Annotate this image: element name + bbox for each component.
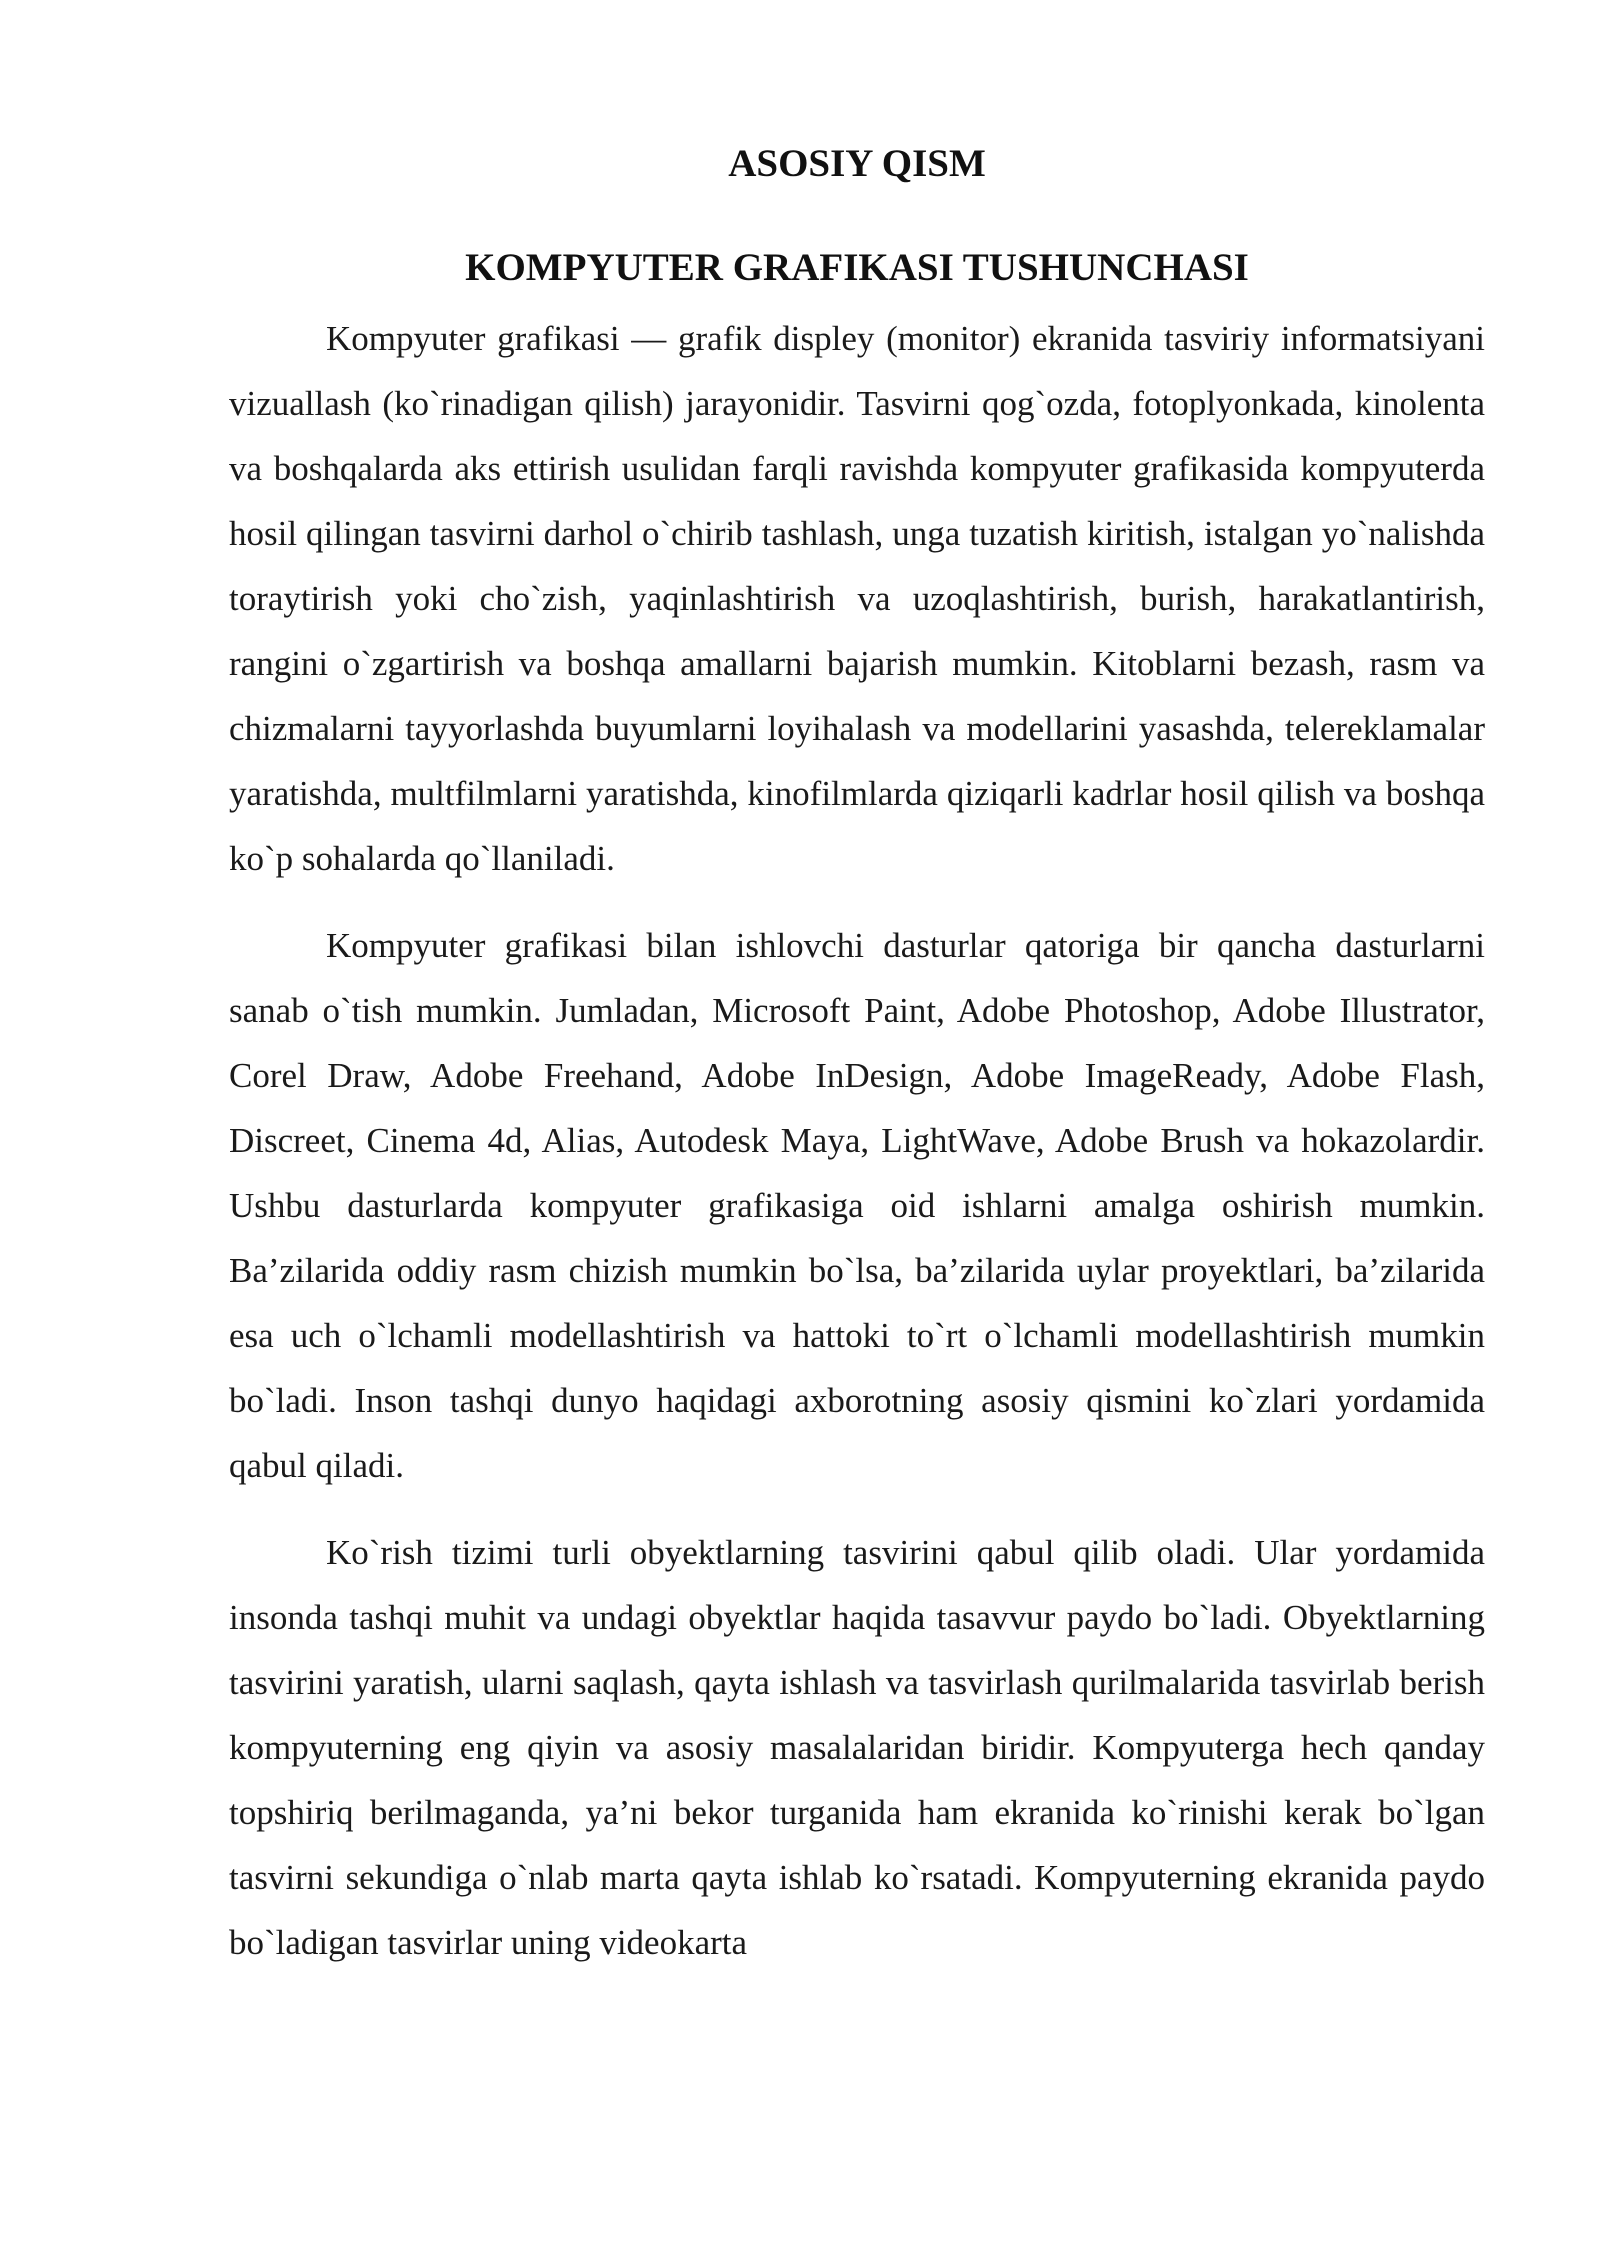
document-body [229, 140, 1485, 1997]
paragraph-1: Kompyuter grafikasi — grafik displey (monitor) ekranida tasviriy informatsiyani vizuallash (ko`rinadigan qilish) jarayonidir. Tasvirni qog`ozda, fotoplyonkada, kinolenta va boshqalarda aks ettirish usulidan farqli ravishda kompyuter grafikasida kompyuterda hosil qilingan tasvirni darhol o`chirib tashlash, unga tuzatish kiritish, istalgan yo`nalishda toraytirish yoki cho`zish, yaqinlashtirish va uzoqlashtirish, burish, harakatlantirish, rangini o`zgartirish va boshqa amallarni bajarish mumkin. Kitoblarni bezash, rasm va chizmalarni tayyorlashda buyumlarni loyihalash va modellarini yasashda, telereklamalar yaratishda, multfilmlarni yaratishda, kinofilmlarda qiziqarli kadrlar hosil qilish va boshqa ko`p sohalarda qo`llaniladi. [229, 319, 1485, 878]
section-title: ASOSIY QISM [728, 142, 986, 185]
paragraph-2: Kompyuter grafikasi bilan ishlovchi dasturlar qatoriga bir qancha dasturlarni sanab o`tish mumkin. Jumladan, Microsoft Paint, Adobe Photoshop, Adobe Illustrator, Corel Draw, Adobe Freehand, Adobe InDesign, Adobe ImageReady, Adobe Flash, Discreet, Cinema 4d, Alias, Autodesk Maya, LightWave, Adobe Brush va hokazolardir. Ushbu dasturlarda kompyuter grafikasiga oid ishlarni amalga oshirish mumkin. Ba’zilarida oddiy rasm chizish mumkin bo`lsa, ba’zilarida uylar proyektlari, ba’zilarida esa uch o`lchamli modellashtirish va hattoki to`rt o`lchamli modellashtirish mumkin bo`ladi. Inson tashqi dunyo haqidagi axborotning asosiy qismini ko`zlari yordamida qabul qiladi. [229, 926, 1485, 1485]
paragraph-3: Ko`rish tizimi turli obyektlarning tasvirini qabul qilib oladi. Ular yordamida insonda tashqi muhit va undagi obyektlar haqida tasavvur paydo bo`ladi. Obyektlarning tasvirini yaratish, ularni saqlash, qayta ishlash va tasvirlash qurilmalarida tasvirlab berish kompyuterning eng qiyin va asosiy masalalaridan biridir. Kompyuterga hech qanday topshiriq berilmaganda, ya’ni bekor turganida ham ekranida ko`rinishi kerak bo`lgan tasvirni sekundiga o`nlab marta qayta ishlab ko`rsatadi. Kompyuterning ekranida paydo bo`ladigan tasvirlar uning videokarta [229, 1533, 1485, 1962]
chapter-heading: KOMPYUTER GRAFIKASI TUSHUNCHASI [465, 246, 1249, 289]
